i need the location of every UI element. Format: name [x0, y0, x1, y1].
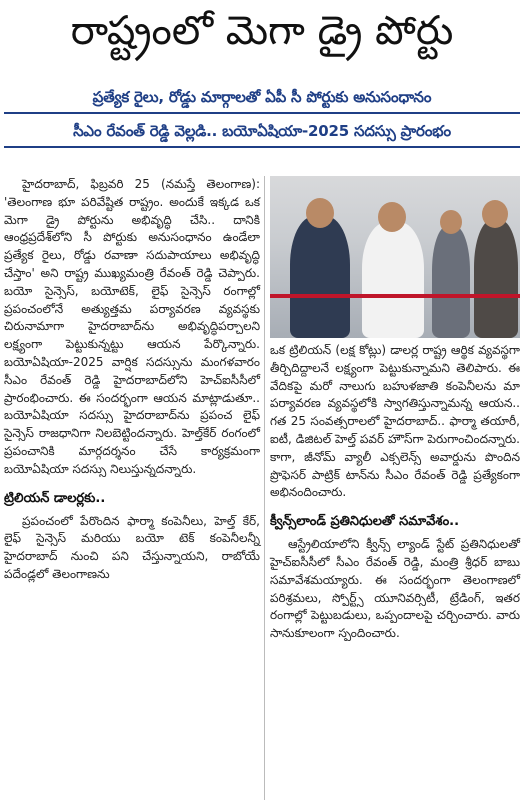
- photo-person-head: [378, 202, 406, 232]
- inauguration-photo: [270, 176, 520, 338]
- section-subhead: ట్రిలియన్ డాలర్లకు..: [4, 490, 106, 506]
- page-headline: రాష్ట్రంలో మెగా డ్రై పోర్టు: [70, 8, 454, 54]
- photo-person: [474, 220, 518, 338]
- subheadline-2: సీఎం రేవంత్ రెడ్డి వెల్లడి.. బయోఏషియా-2025 సదస్సు ప్రారంభం: [73, 122, 451, 140]
- ribbon: [270, 294, 520, 298]
- subheadline-1: ప్రత్యేక రైలు, రోడ్డు మార్గాలతో ఏపీ సీ పోర్టుకు అనుసంధానం: [92, 88, 432, 106]
- article-paragraph: హైదరాబాద్, ఫిబ్రవరి 25 (నమస్తే తెలంగాణ): 'తెలంగాణ భూ పరివేష్టిత రాష్ట్రం. అందుకే ఇక్కడ ఒక మెగా డ్రై పోర్టును అభివృద్ధి చేసి.. దానికి ఆంధ్రప్రదేశ్‌లోని సీ పోర్టుకు అనుసంధానం ఉండేలా ప్రత్యేక రైలు, రోడ్డు రవాణా సదుపాయాలు అభివృద్ధి చేస్తాం' అని రాష్ట్ర ముఖ్యమంత్రి రేవంత్ రెడ్డి చెప్పారు. బయో సైన్సెస్, బయోటెక్, లైఫ్ సైన్సెస్ రంగాల్లో ప్రపంచంలోనే అత్యుత్తమ పర్యావరణ వ్యవస్థకు చిరునామాగా హైదరాబాద్‌ను అభివృద్ధిపర్చాలని లక్ష్యంగా పెట్టుకున్నట్టు ఆయన పేర్కొన్నారు. బయోఏషియా-2025 వార్షిక సదస్సును మంగళవారం సీఎం రేవంత్ రెడ్డి హైదరాబాద్‌లోని హెచ్ఐసీసీలో ప్రారంభించారు. ఈ సందర్భంగా ఆయన మాట్లాడుతూ.. బయోఏషియా సదస్సు హైదరాబాద్‌ను ప్రపంచ లైఫ్ సైన్సెస్ రాజధానిగా నిలబెట్టిందన్నారు. హెల్త్‌కేర్ రంగంలో ప్రపంచానికి మార్గదర్శనం చేసే కార్యక్రమంగా బయోఏషియా సదస్సు నిలుస్తున్నదన్నారు.: [4, 177, 260, 476]
- photo-person: [290, 216, 350, 338]
- photo-person: [362, 222, 424, 338]
- article-paragraph: ఒక ట్రిలియన్ (లక్ష కోట్లు) డాలర్ల రాష్ట్ర ఆర్థిక వ్యవస్థగా తీర్చిదిద్దాలనే లక్ష్యంగా పెట్టుకున్నామని తెలిపారు. ఈ వేదికపై మరో నాలుగు బహుళజాతి కంపెనీలను మా పర్యావరణ వ్యవస్థలోకి స్వాగతిస్తున్నామన్న ఆయన.. గత 25 సంవత్సరాలలో హైదరాబాద్.. ఫార్మా తయారీ, ఐటీ, డిజిటల్ హెల్త్ పవర్ హౌస్‌గా పెరుగాంచిందన్నారు. కాగా, జీనోమ్ వ్యాలీ ఎక్సలెన్స్ అవార్డును పొందిన ప్రొఫెసర్ పాట్రిక్ టాన్‌ను సీఎం రేవంత్ రెడ్డి ప్రత్యేకంగా అభినందించారు.: [270, 343, 520, 500]
- photo-person: [432, 226, 470, 338]
- section-subhead: క్వీన్స్‌లాండ్ ప్రతినిధులతో సమావేశం..: [270, 514, 460, 530]
- photo-person-head: [440, 210, 462, 234]
- divider-2: [4, 146, 520, 148]
- article-paragraph: ఆస్ట్రేలియాలోని క్వీన్స్ ల్యాండ్ స్టేట్ ప్రతినిధులతో హైచ్ఐసీసీలో సీఎం రేవంత్ రెడ్డి, మంత్రి శ్రీధర్ బాబు సమావేశమయ్యారు. ఈ సందర్భంగా తెలంగాణలో పరిశ్రమలు, స్పోర్ట్స్ యూనివర్సిటీ, ట్రేడింగ్, ఇతర రంగాల్లో పెట్టుబడులు, ఒప్పందాలపై చర్చించారు. వారు సానుకూలంగా స్పందించారు.: [270, 537, 520, 641]
- photo-person-head: [306, 198, 334, 228]
- column-divider: [264, 176, 265, 800]
- article-paragraph: ప్రపంచంలో పేరొందిన ఫార్మా కంపెనీలు, హెల్త్ కేర్, లైఫ్ సైన్సెస్ మరియు బయో టెక్ కంపెనీలన్నీ హైదరాబాద్ నుంచి పని చేస్తున్నాయని, రాబోయే పదేండ్లలో తెలంగాణను: [4, 513, 260, 581]
- photo-person-head: [482, 200, 508, 228]
- divider-1: [4, 112, 520, 114]
- left-column: [4, 176, 260, 584]
- right-column: [270, 342, 520, 643]
